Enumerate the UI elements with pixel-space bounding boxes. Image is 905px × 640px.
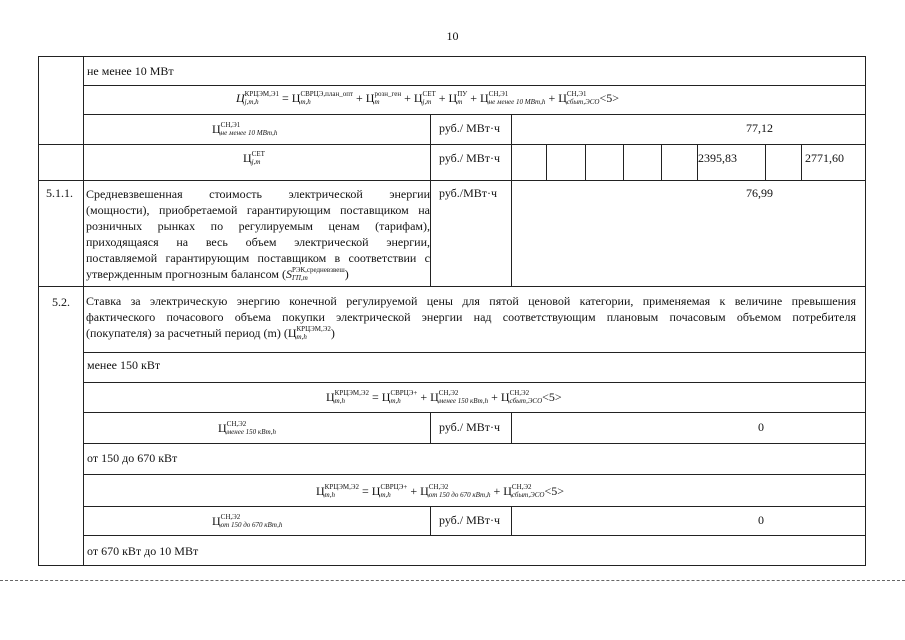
col-line bbox=[585, 144, 586, 180]
value-cet-2: 2771,60 bbox=[805, 151, 844, 165]
unit-label: руб./МВт·ч bbox=[439, 186, 498, 200]
formula-sub: m,h bbox=[296, 333, 307, 342]
formula-sup: КРЦЭМ,Э2 bbox=[296, 325, 331, 334]
voltage-range-label: от 150 до 670 кВт bbox=[87, 451, 178, 465]
unit-label: руб./ МВт·ч bbox=[439, 513, 501, 527]
formula-sub: m bbox=[374, 98, 380, 107]
formula-sub: j,m bbox=[251, 158, 261, 167]
formula-sup: СН,Э1 bbox=[220, 121, 241, 130]
formula-sup: СН,Э2 bbox=[428, 483, 449, 492]
col-line bbox=[511, 114, 512, 286]
item-number: 5.2. bbox=[52, 295, 70, 309]
col-line bbox=[623, 144, 624, 180]
text-line: розничных рынках по регулируемым ценам (тарифам), bbox=[86, 219, 430, 233]
row-line bbox=[83, 85, 865, 86]
formula-sup: РЭК,средневзвеш bbox=[291, 266, 345, 275]
formula-sub: j,m,h bbox=[244, 98, 259, 107]
formula-sup: СН,Э2 bbox=[438, 389, 459, 398]
formula-sup: СН,Э1 bbox=[566, 90, 587, 99]
voltage-range-label: от 670 кВт до 10 МВт bbox=[87, 544, 199, 558]
footnote-ref: <5> bbox=[542, 390, 562, 404]
formula-sub: менее 150 кВт,h bbox=[226, 428, 277, 437]
formula-sub: m,h bbox=[380, 491, 391, 500]
symbol-cet: Ц СЕТ j,m bbox=[243, 150, 265, 167]
formula-sup: ПУ bbox=[457, 90, 468, 99]
page-number: 10 bbox=[446, 29, 459, 43]
row-line bbox=[83, 474, 865, 475]
text-line: поставляемой гарантирующим поставщиком в соответствии с bbox=[86, 251, 430, 265]
formula-sup: СЕТ bbox=[422, 90, 436, 99]
formula-sub: m,h bbox=[324, 491, 335, 500]
formula-sup: СЕТ bbox=[251, 150, 265, 159]
formula-sub: от 150 до 670 кВт,h bbox=[220, 521, 283, 530]
row-line bbox=[83, 352, 865, 353]
col-line bbox=[83, 56, 84, 566]
row-line bbox=[83, 535, 865, 536]
formula-sub: m bbox=[457, 98, 463, 107]
formula-sup: СН,Э2 bbox=[226, 420, 247, 429]
text-line: Ставка за электрическую энергию конечной регулируемой цены для пятой ценовой категории, применяемая к величине превышения bbox=[86, 294, 856, 308]
formula-krcem-e2-150-670: Ц КРЦЭМ,Э2 m,h = Ц СВРЦЭ+ m,h + Ц СН,Э2 от 150 до 670 кВт,h + Ц СН,Э2 сбыт,ЭСО <5> bbox=[316, 483, 565, 500]
formula-sup: СВРЦЭ+ bbox=[380, 483, 408, 492]
text-line: фактического почасового объема покупки электрической энергии над соответствующим плановым почасовым объемом потребителя bbox=[86, 310, 856, 324]
text-line: приходящаяся на весь объем электрической энергии, bbox=[86, 235, 430, 249]
row-line bbox=[39, 565, 865, 566]
voltage-range-label: не менее 10 МВт bbox=[87, 64, 174, 78]
formula-sub: j,m bbox=[422, 98, 432, 107]
formula-sup: КРЦЭМ,Э2 bbox=[334, 389, 370, 398]
formula-sup: СВРЦЭ+ bbox=[390, 389, 418, 398]
value-cn-e2-150-670: 0 bbox=[758, 513, 764, 527]
row-line bbox=[83, 382, 865, 383]
col-line bbox=[801, 144, 802, 180]
value-cn-e2-lt150: 0 bbox=[758, 420, 764, 434]
row-line bbox=[83, 114, 865, 115]
unit-label: руб./ МВт·ч bbox=[439, 151, 501, 165]
formula-sup: СН,Э1 bbox=[488, 90, 509, 99]
symbol-cn-e2-lt150: Ц СН,Э2 менее 150 кВт,h bbox=[218, 420, 277, 437]
formula-sub: не менее 10 МВт,h bbox=[488, 98, 546, 107]
formula-sub: от 150 до 670 кВт,h bbox=[428, 491, 491, 500]
col-line bbox=[430, 506, 431, 535]
formula-sup: КРЦЭМ,Э2 bbox=[324, 483, 360, 492]
col-line bbox=[765, 144, 766, 180]
row-line bbox=[39, 180, 865, 181]
text-line: Средневзвешенная стоимость электрической энергии bbox=[86, 187, 430, 201]
formula-krcem-e1: Ц КРЦЭМ,Э1 j,m,h = Ц СВРЦЭ,план_опт m,h + Ц розн_ген m + Ц СЕТ j,m + Ц ПУ m + Ц СН,Э1 не менее 10 МВт,h + Ц СН,Э1 сбыт,ЭСО <5> bbox=[236, 90, 619, 107]
col-line bbox=[430, 412, 431, 443]
footnote-ref: <5> bbox=[599, 91, 619, 105]
row-line bbox=[39, 56, 865, 57]
col-line bbox=[511, 412, 512, 443]
formula-sup: СН,Э2 bbox=[509, 389, 530, 398]
row-line bbox=[83, 506, 865, 507]
voltage-range-label: менее 150 кВт bbox=[87, 358, 161, 372]
formula-sup: СВРЦЭ,план_опт bbox=[300, 90, 354, 99]
row-line bbox=[39, 144, 865, 145]
row-line bbox=[39, 286, 865, 287]
rate-description bbox=[86, 293, 856, 342]
text-line: утвержденным прогнозным балансом (S РЭК,средневзвеш ГП,m ) bbox=[86, 266, 349, 283]
row-line bbox=[83, 412, 865, 413]
row-line bbox=[83, 443, 865, 444]
formula-sub: m,h bbox=[390, 397, 401, 406]
col-line bbox=[511, 506, 512, 535]
unit-label: руб./ МВт·ч bbox=[439, 420, 501, 434]
formula-sub: m,h bbox=[300, 98, 311, 107]
formula-sub: сбыт,ЭСО bbox=[566, 98, 600, 107]
formula-krcem-e2-lt150: Ц КРЦЭМ,Э2 m,h = Ц СВРЦЭ+ m,h + Ц СН,Э2 менее 150 кВт,h + Ц СН,Э2 сбыт,ЭСО <5> bbox=[326, 389, 562, 406]
footnote-ref: <5> bbox=[544, 484, 565, 498]
col-line bbox=[430, 114, 431, 286]
formula-sub: сбыт,ЭСО bbox=[511, 491, 545, 500]
value-cet-1: 2395,83 bbox=[698, 151, 737, 165]
item-number: 5.1.1. bbox=[46, 186, 73, 200]
symbol-cn-e2-150-670: Ц СН,Э2 от 150 до 670 кВт,h bbox=[212, 513, 283, 530]
formula-symbol: Ц bbox=[236, 91, 245, 105]
formula-sub: m,h bbox=[334, 397, 345, 406]
formula-sub: не менее 10 МВт,h bbox=[220, 129, 278, 138]
formula-sub: менее 150 кВт,h bbox=[438, 397, 489, 406]
col-line bbox=[546, 144, 547, 180]
text-line: (покупателя) за расчетный период (m) (Ц КРЦЭМ,Э2 m,h ) bbox=[86, 325, 335, 342]
text-line: (мощности), приобретаемой гарантирующим поставщиком на bbox=[86, 203, 430, 217]
formula-sup: розн_ген bbox=[374, 90, 402, 99]
formula-sup: СН,Э2 bbox=[511, 483, 532, 492]
col-line bbox=[661, 144, 662, 180]
unit-label: руб./ МВт·ч bbox=[439, 121, 501, 135]
formula-sub: ГП,m bbox=[291, 274, 308, 283]
page-cut-line bbox=[0, 580, 905, 581]
weighted-cost-description bbox=[86, 186, 430, 283]
formula-sup: КРЦЭМ,Э1 bbox=[244, 90, 280, 99]
symbol-cn-e1: Ц СН,Э1 не менее 10 МВт,h bbox=[212, 121, 278, 138]
formula-sub: сбыт,ЭСО bbox=[509, 397, 543, 406]
value-cn-e1: 77,12 bbox=[746, 121, 773, 135]
value-weighted-cost: 76,99 bbox=[746, 186, 773, 200]
formula-sup: СН,Э2 bbox=[220, 513, 241, 522]
